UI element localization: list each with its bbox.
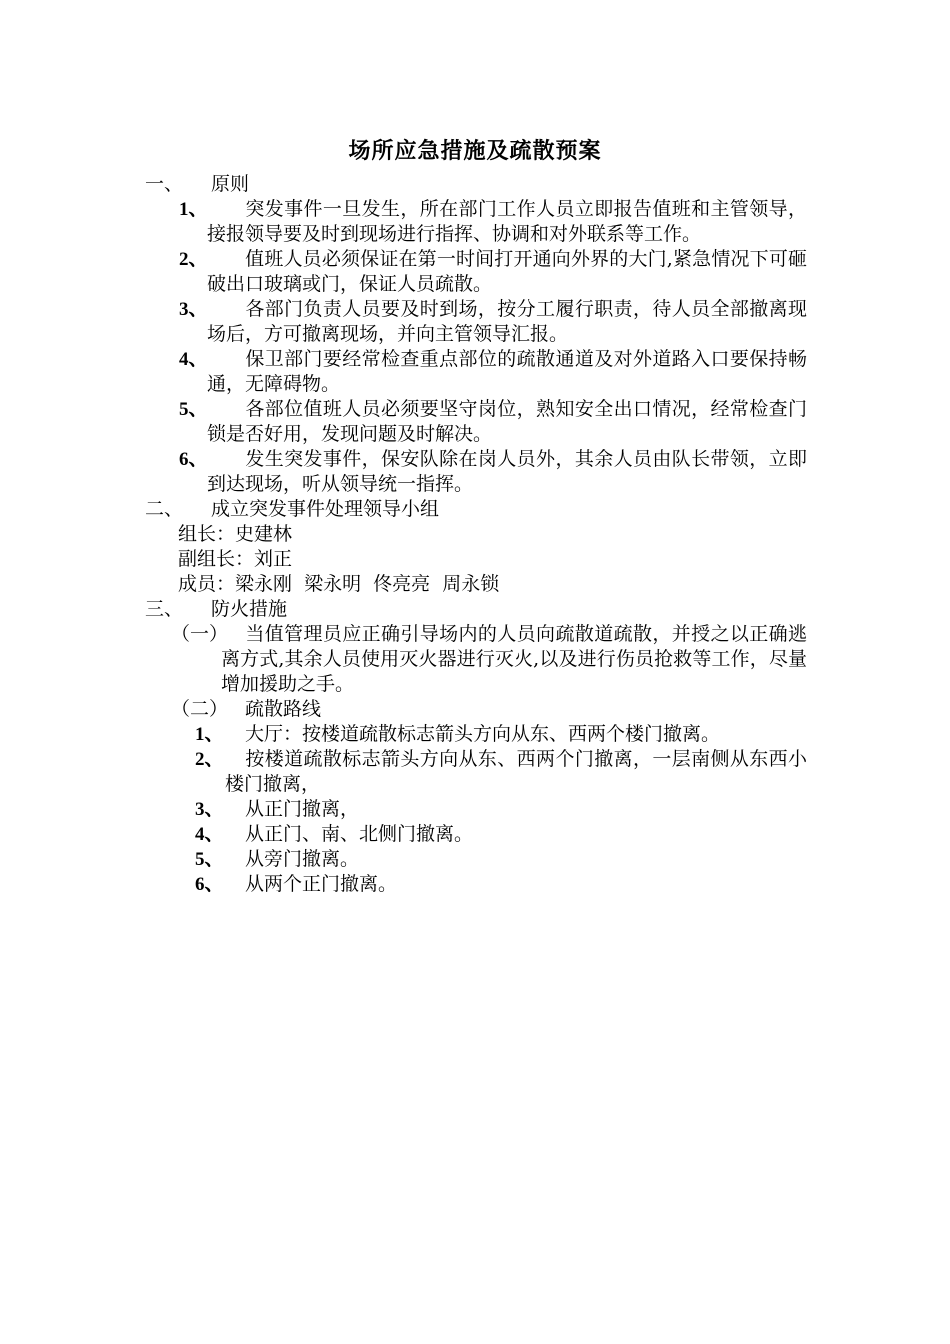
section-title: 原则: [211, 173, 250, 195]
document-body: [0, 172, 950, 897]
evacuation-route-heading: [0, 697, 950, 722]
item-text: 发生突发事件，保安队除在岗人员外，其余人员由队长带领，立即到达现场，听从领导统一指挥。: [207, 448, 807, 495]
route-text: 按楼道疏散标志箭头方向从东、西两个门撤离，一层南侧从东西小楼门撤离，: [225, 748, 807, 795]
route-item: [195, 847, 807, 872]
item-text: 值班人员必须保证在第一时间打开通向外界的大门,紧急情况下可砸破出口玻璃或门，保证人员疏散。: [207, 248, 807, 295]
item-number: 2、: [179, 249, 208, 270]
group-deputy: 副组长：刘正: [178, 548, 293, 570]
item-number: 1、: [179, 199, 208, 220]
item-number: 4、: [179, 349, 208, 370]
route-text: 从两个正门撤离。: [245, 873, 398, 895]
section-2-heading: [0, 497, 950, 522]
route-number: 5、: [195, 849, 224, 870]
item-number: 3、: [179, 299, 208, 320]
sub-title: 疏散路线: [245, 698, 322, 720]
section-title: 成立突发事件处理领导小组: [211, 498, 440, 520]
section-1-heading: [0, 172, 950, 197]
sub-text: 当值管理员应正确引导场内的人员向疏散道疏散，并授之以正确逃离方式,其余人员使用灭火器进行灭火,以及进行伤员抢救等工作，尽量增加援助之手。: [221, 623, 807, 695]
route-text: 大厅：按楼道疏散标志箭头方向从东、西两个楼门撤离。: [245, 723, 721, 745]
section-number: 一、: [145, 173, 184, 195]
section-3-heading: [0, 597, 950, 622]
section-number: 三、: [145, 598, 184, 620]
item-text: 保卫部门要经常检查重点部位的疏散通道及对外道路入口要保持畅通，无障碍物。: [207, 348, 807, 395]
route-number: 2、: [195, 749, 224, 770]
item-text: 各部门负责人员要及时到场，按分工履行职责，待人员全部撤离现场后，方可撤离现场，并向主管领导汇报。: [207, 298, 807, 345]
item-text: 突发事件一旦发生，所在部门工作人员立即报告值班和主管领导，接报领导要及时到现场进行指挥、协调和对外联系等工作。: [207, 198, 807, 245]
item-number: 5、: [179, 399, 208, 420]
item-text: 各部位值班人员必须要坚守岗位，熟知安全出口情况，经常检查门锁是否好用，发现问题及时解决。: [207, 398, 807, 445]
route-item: [195, 797, 807, 822]
route-number: 3、: [195, 799, 224, 820]
route-text: 从旁门撤离。: [245, 848, 360, 870]
principle-item: [179, 397, 807, 447]
sub-number: （二）: [171, 698, 229, 720]
route-item: [195, 822, 807, 847]
item-number: 6、: [179, 449, 208, 470]
section-number: 二、: [145, 498, 184, 520]
route-number: 4、: [195, 824, 224, 845]
route-text: 从正门、南、北侧门撤离。: [245, 823, 474, 845]
route-number: 1、: [195, 724, 224, 745]
route-item: [195, 722, 807, 747]
group-members: 成员：梁永刚 梁永明 佟亮亮 周永锁: [178, 573, 500, 595]
route-item: [195, 872, 807, 897]
document-title: 场所应急措施及疏散预案: [348, 138, 602, 164]
route-number: 6、: [195, 874, 224, 895]
route-item: [195, 747, 807, 797]
route-text: 从正门撤离，: [245, 798, 360, 820]
principle-item: [179, 447, 807, 497]
principle-item: [179, 297, 807, 347]
group-leader: 组长：史建林: [178, 523, 293, 545]
principle-item: [179, 247, 807, 297]
sub-number: （一）: [171, 623, 229, 645]
principle-item: [179, 197, 807, 247]
fire-measure-item: [171, 622, 807, 697]
section-title: 防火措施: [211, 598, 288, 620]
principle-item: [179, 347, 807, 397]
